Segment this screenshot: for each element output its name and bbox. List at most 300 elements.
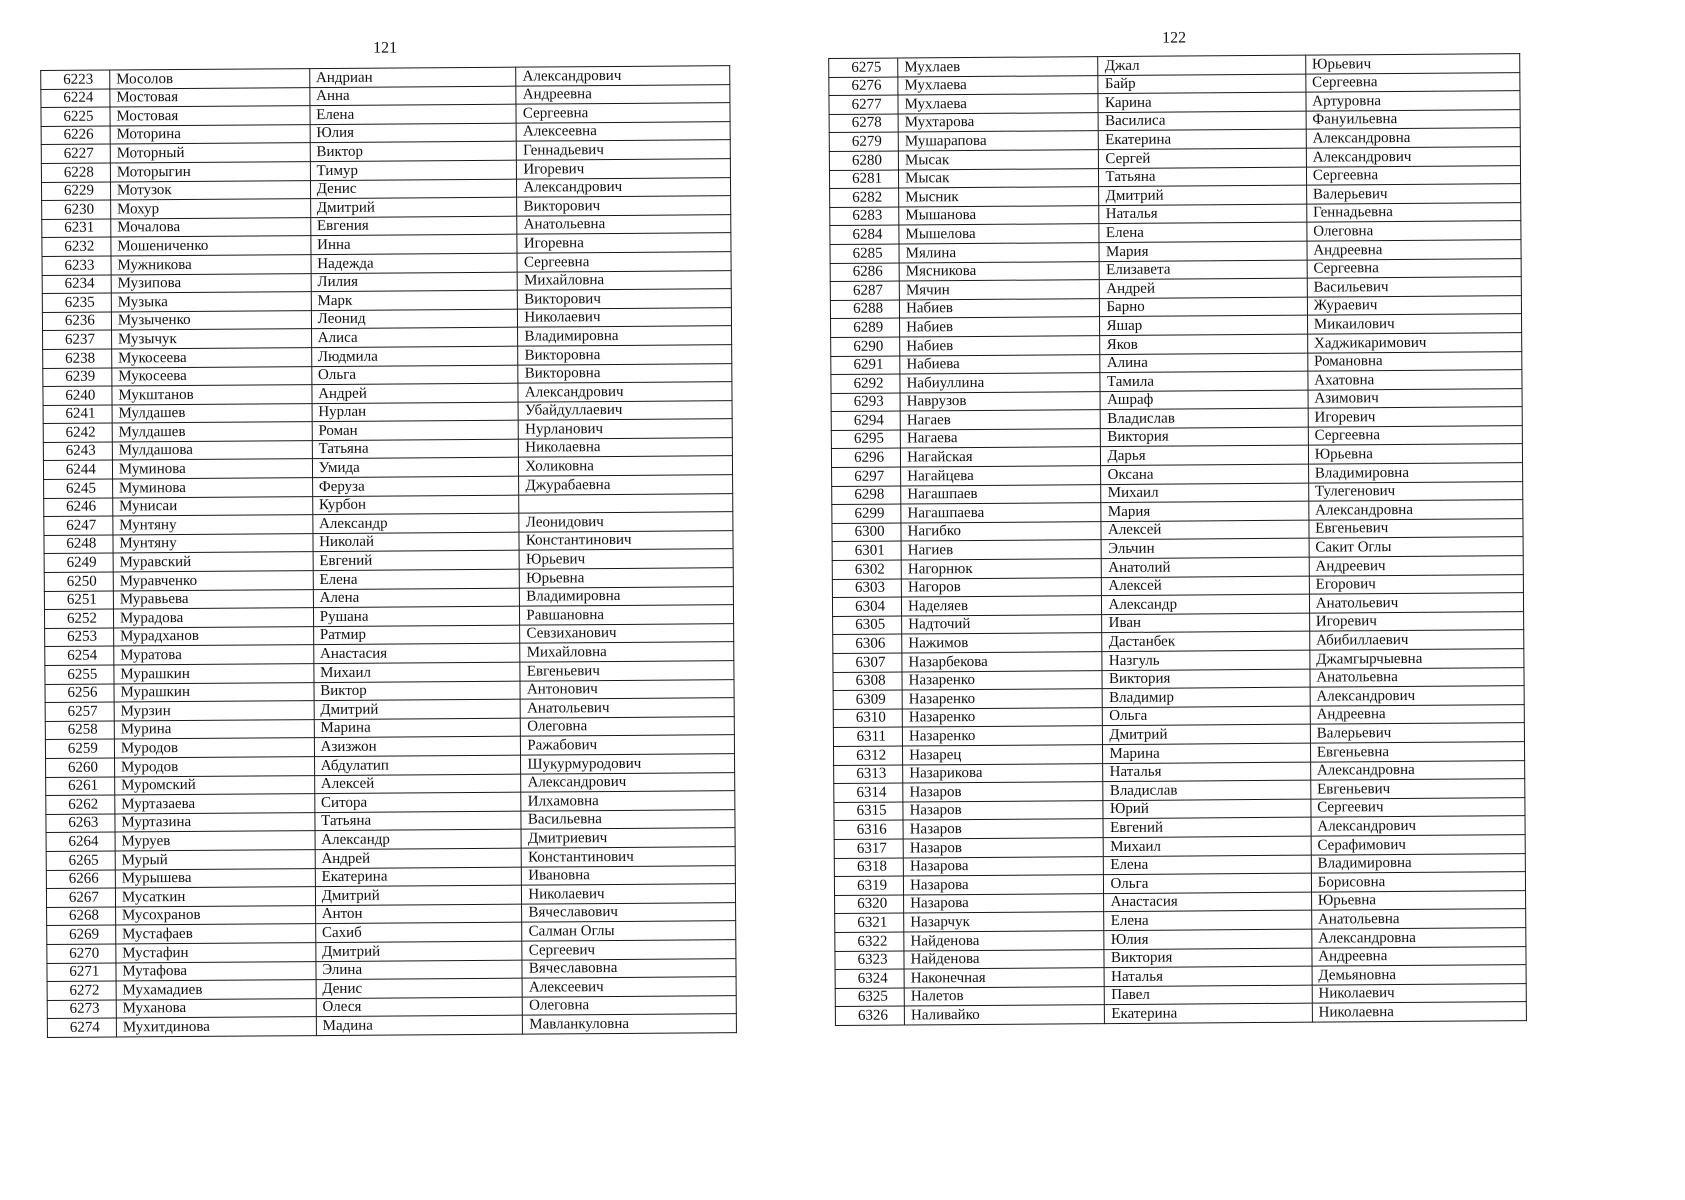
record-number: 6236	[42, 312, 111, 331]
patronymic: Шукурмуродович	[521, 754, 735, 774]
surname: Моторина	[110, 124, 310, 144]
surname: Мулдашев	[112, 422, 312, 442]
first-name: Людмила	[311, 346, 518, 366]
first-name: Елена	[313, 569, 520, 589]
surname: Набиуллина	[900, 373, 1100, 393]
record-number: 6275	[829, 58, 898, 77]
first-name: Алена	[313, 588, 520, 608]
surname: Назаров	[903, 800, 1103, 820]
first-name: Дмитрий	[315, 885, 522, 905]
record-number: 6234	[42, 275, 111, 294]
first-name: Наталья	[1103, 762, 1310, 782]
patronymic: Николаевна	[519, 438, 733, 458]
patronymic: Сергеевна	[516, 103, 730, 123]
record-number: 6301	[832, 541, 901, 560]
patronymic: Валерьевич	[1306, 184, 1520, 204]
first-name: Ашраф	[1100, 390, 1307, 410]
record-number: 6308	[833, 672, 902, 691]
patronymic: Александрович	[517, 177, 731, 197]
record-number: 6283	[830, 207, 899, 226]
surname: Мышелова	[899, 224, 1099, 244]
patronymic: Николаевич	[522, 884, 736, 904]
surname: Мясникова	[899, 261, 1099, 281]
patronymic: Александрович	[1311, 816, 1525, 836]
surname: Мукосеева	[112, 366, 312, 386]
surname: Набиев	[900, 317, 1100, 337]
record-number: 6282	[830, 188, 899, 207]
record-number: 6317	[834, 839, 903, 858]
record-number: 6247	[44, 516, 113, 535]
first-name: Мария	[1099, 241, 1306, 261]
patronymic: Игоревна	[517, 233, 731, 253]
patronymic: Убайдуллаевич	[518, 400, 732, 420]
roster-table	[40, 65, 737, 1038]
surname: Муратова	[114, 645, 314, 665]
first-name: Евгений	[313, 551, 520, 571]
surname: Назарова	[904, 893, 1104, 913]
patronymic: Игоревич	[517, 159, 731, 179]
record-number: 6265	[46, 851, 115, 870]
patronymic: Викторович	[518, 289, 732, 309]
record-number: 6258	[45, 721, 114, 740]
patronymic: Михайловна	[520, 642, 734, 662]
patronymic: Андреевна	[1307, 240, 1521, 260]
first-name: Анна	[310, 86, 517, 106]
first-name: Ольга	[311, 365, 518, 385]
surname: Мухамадиев	[116, 980, 316, 1000]
surname: Нагаева	[900, 428, 1100, 448]
first-name: Павел	[1105, 985, 1312, 1005]
first-name: Лилия	[311, 272, 518, 292]
first-name: Эльчин	[1102, 539, 1309, 559]
first-name: Юрий	[1103, 799, 1310, 819]
patronymic: Артуровна	[1306, 91, 1520, 111]
patronymic: Александровна	[1312, 928, 1526, 948]
patronymic: Тулегенович	[1308, 481, 1522, 501]
record-number: 6272	[47, 981, 116, 1000]
first-name: Марина	[1103, 743, 1310, 763]
surname: Назарикова	[903, 763, 1103, 783]
surname: Наврузов	[900, 391, 1100, 411]
first-name: Надежда	[311, 253, 518, 273]
record-number: 6286	[830, 263, 899, 282]
first-name: Дарья	[1101, 446, 1308, 466]
record-number: 6297	[832, 467, 901, 486]
record-number: 6264	[46, 832, 115, 851]
surname: Мостовая	[110, 106, 310, 126]
record-number: 6284	[830, 225, 899, 244]
surname: Назарова	[903, 856, 1103, 876]
first-name: Элина	[316, 960, 523, 980]
surname: Наделяев	[902, 596, 1103, 616]
surname: Мукштанов	[112, 385, 312, 405]
first-name: Екатерина	[1099, 130, 1306, 150]
record-number: 6319	[834, 876, 903, 895]
surname: Муртазина	[115, 812, 315, 832]
first-name: Иван	[1102, 613, 1309, 633]
surname: Набиева	[900, 354, 1101, 374]
record-number: 6290	[831, 337, 900, 356]
first-name: Сахиб	[315, 922, 522, 942]
patronymic: Демьяновна	[1312, 965, 1526, 985]
first-name: Курбон	[312, 495, 519, 515]
record-number: 6256	[45, 684, 114, 703]
patronymic: Севзиханович	[520, 623, 734, 643]
first-name: Байр	[1098, 74, 1305, 94]
surname: Мурый	[115, 850, 315, 870]
surname: Муродов	[114, 738, 314, 758]
surname: Мустафаев	[116, 924, 316, 944]
first-name: Оксана	[1101, 464, 1308, 484]
first-name: Владимир	[1103, 687, 1310, 707]
record-number: 6249	[44, 553, 113, 572]
first-name: Олеся	[316, 997, 523, 1017]
surname: Музыка	[111, 292, 311, 312]
first-name: Анастасия	[1104, 892, 1311, 912]
patronymic: Викторович	[517, 196, 731, 216]
surname: Мушарапова	[898, 131, 1098, 151]
surname: Нажимов	[902, 633, 1102, 653]
first-name: Александр	[313, 513, 520, 533]
surname: Мурадова	[113, 608, 313, 628]
first-name: Виктория	[1104, 948, 1311, 968]
surname: Назаров	[903, 782, 1103, 802]
patronymic: Хаджикаримович	[1307, 333, 1521, 353]
first-name: Яшар	[1100, 315, 1307, 335]
patronymic: Александровна	[1306, 128, 1520, 148]
surname: Мунтяну	[113, 515, 313, 535]
surname: Набиев	[899, 298, 1099, 318]
right-page	[828, 25, 1527, 1026]
record-number: 6276	[829, 77, 898, 96]
patronymic: Игоревич	[1309, 611, 1523, 631]
record-number: 6228	[41, 163, 110, 182]
surname: Мусохранов	[115, 905, 315, 925]
surname: Мусаткин	[115, 887, 315, 907]
patronymic: Сергеевна	[1307, 258, 1521, 278]
record-number: 6223	[41, 70, 110, 89]
patronymic: Евгеньевич	[520, 661, 734, 681]
first-name: Абдулатип	[314, 755, 521, 775]
first-name: Антон	[315, 904, 522, 924]
surname: Мухлаева	[898, 75, 1098, 95]
patronymic: Валерьевич	[1310, 723, 1524, 743]
patronymic: Викторовна	[518, 363, 732, 383]
patronymic: Жураевич	[1307, 295, 1521, 315]
patronymic: Сакит Оглы	[1309, 537, 1523, 557]
patronymic: Сергеевна	[1308, 426, 1522, 446]
roster-table	[828, 53, 1527, 1026]
first-name: Владислав	[1101, 408, 1308, 428]
record-number: 6311	[833, 727, 902, 746]
first-name: Мадина	[316, 1015, 523, 1035]
record-number: 6281	[829, 170, 898, 189]
surname: Надточий	[902, 614, 1102, 634]
first-name: Александр	[315, 830, 522, 850]
record-number: 6288	[830, 300, 899, 319]
surname: Назарчук	[904, 912, 1104, 932]
record-number: 6292	[831, 374, 900, 393]
surname: Назаренко	[902, 689, 1103, 709]
surname: Нагиев	[901, 540, 1101, 560]
first-name: Юлия	[310, 123, 517, 143]
record-number: 6248	[44, 535, 113, 554]
record-number: 6244	[43, 460, 112, 479]
patronymic: Анатольевич	[520, 698, 734, 718]
first-name: Андрей	[315, 848, 522, 868]
patronymic: Азимович	[1308, 388, 1522, 408]
record-number: 6274	[47, 1018, 116, 1037]
first-name: Евгения	[310, 216, 517, 236]
first-name: Дастанбек	[1102, 632, 1309, 652]
surname: Назарова	[904, 875, 1104, 895]
surname: Муханова	[116, 998, 316, 1018]
patronymic: Сергеевна	[1306, 165, 1520, 185]
surname: Мукосеева	[112, 348, 312, 368]
first-name: Виктор	[314, 681, 521, 701]
record-number: 6240	[43, 386, 112, 405]
first-name: Юлия	[1104, 929, 1311, 949]
surname: Мурина	[114, 719, 314, 739]
record-number: 6294	[831, 411, 900, 430]
record-number: 6232	[42, 237, 111, 256]
record-number: 6299	[832, 504, 901, 523]
first-name: Рушана	[313, 606, 520, 626]
record-number: 6295	[831, 430, 900, 449]
surname: Назаренко	[902, 707, 1102, 727]
first-name: Алиса	[311, 327, 518, 347]
surname: Найденова	[904, 930, 1105, 950]
surname: Нагаев	[900, 410, 1100, 430]
first-name: Михаил	[314, 662, 521, 682]
first-name: Виктория	[1101, 427, 1308, 447]
first-name: Назгуль	[1102, 650, 1309, 670]
record-number: 6226	[41, 126, 110, 145]
surname: Найденова	[904, 949, 1104, 969]
patronymic: Джамгырчыевна	[1310, 649, 1524, 669]
record-number: 6289	[831, 318, 900, 337]
patronymic: Серафимович	[1311, 835, 1525, 855]
first-name: Андрей	[312, 383, 519, 403]
record-number: 6242	[43, 423, 112, 442]
first-name: Сергей	[1099, 148, 1306, 168]
record-number: 6326	[835, 1006, 904, 1025]
record-number: 6230	[42, 200, 111, 219]
first-name: Ситора	[314, 792, 521, 812]
first-name: Елизавета	[1100, 260, 1307, 280]
page-number: 121	[373, 39, 398, 57]
patronymic: Сергеевна	[1306, 72, 1520, 92]
surname: Нагорнюк	[901, 559, 1101, 579]
record-number: 6263	[46, 814, 115, 833]
record-number: 6260	[46, 758, 115, 777]
patronymic: Анатольевна	[517, 214, 731, 234]
surname: Музыченко	[111, 310, 311, 330]
patronymic: Юрьевна	[1311, 890, 1525, 910]
record-number: 6224	[41, 89, 110, 108]
first-name: Анатолий	[1102, 557, 1309, 577]
first-name: Денис	[316, 978, 523, 998]
first-name: Джал	[1098, 55, 1305, 75]
surname: Моторный	[110, 143, 310, 163]
patronymic: Алексеевна	[516, 121, 730, 141]
surname: Муруев	[115, 831, 315, 851]
record-number: 6269	[47, 925, 116, 944]
record-number: 6262	[46, 795, 115, 814]
surname: Мурзин	[114, 701, 314, 721]
surname: Нагоров	[901, 577, 1101, 597]
record-number: 6241	[43, 405, 112, 424]
record-number: 6302	[832, 560, 901, 579]
surname: Мячин	[899, 280, 1099, 300]
patronymic: Геннадьевич	[517, 140, 731, 160]
record-number: 6252	[44, 609, 113, 628]
patronymic: Олеговна	[521, 716, 735, 736]
record-number: 6245	[44, 479, 113, 498]
surname: Набиев	[900, 336, 1100, 356]
patronymic: Андреевна	[1310, 704, 1524, 724]
record-number: 6320	[835, 895, 904, 914]
surname: Назаренко	[902, 726, 1102, 746]
patronymic: Фануильевна	[1306, 109, 1520, 129]
record-number: 6227	[41, 144, 110, 163]
record-number: 6315	[834, 802, 903, 821]
record-number: 6321	[835, 913, 904, 932]
surname: Муравский	[113, 552, 313, 572]
surname: Мунисаи	[113, 496, 313, 516]
surname: Мурашкин	[114, 682, 314, 702]
surname: Мялина	[899, 243, 1099, 263]
patronymic: Леонидович	[519, 512, 733, 532]
surname: Мышанова	[899, 205, 1100, 225]
first-name: Алексей	[1101, 520, 1308, 540]
patronymic: Антонович	[520, 679, 734, 699]
first-name: Михаил	[1104, 836, 1311, 856]
patronymic: Евгеньевна	[1310, 742, 1524, 762]
first-name: Нурлан	[312, 402, 519, 422]
surname: Нагайская	[901, 447, 1102, 467]
record-number: 6251	[44, 591, 113, 610]
patronymic: Александровна	[1309, 500, 1523, 520]
surname: Мулдашев	[112, 403, 312, 423]
first-name: Ратмир	[313, 625, 520, 645]
record-number: 6266	[46, 870, 115, 889]
patronymic: Джурабаевна	[519, 475, 733, 495]
first-name: Николай	[313, 532, 520, 552]
record-number: 6254	[45, 646, 114, 665]
record-number: 6293	[831, 393, 900, 412]
record-number: 6322	[835, 932, 904, 951]
record-number: 6277	[829, 95, 898, 114]
patronymic: Геннадьевна	[1306, 202, 1520, 222]
surname: Мунтяну	[113, 533, 313, 553]
surname: Мысак	[898, 150, 1098, 170]
first-name: Яков	[1100, 334, 1307, 354]
first-name: Феруза	[312, 476, 519, 496]
patronymic: Микаилович	[1307, 314, 1521, 334]
first-name: Ольга	[1103, 706, 1310, 726]
surname: Мухтарова	[898, 112, 1099, 132]
record-number: 6250	[44, 572, 113, 591]
record-number: 6296	[831, 448, 900, 467]
record-number: 6239	[43, 368, 112, 387]
surname: Нагашпаев	[901, 484, 1101, 504]
record-number: 6306	[833, 634, 902, 653]
patronymic: Игоревич	[1308, 407, 1522, 427]
patronymic: Андреевич	[1309, 556, 1523, 576]
surname: Мухитдинова	[116, 1017, 316, 1037]
surname: Муравьева	[113, 589, 313, 609]
first-name: Ольга	[1104, 873, 1311, 893]
first-name: Елена	[1104, 855, 1311, 875]
patronymic: Нурланович	[519, 419, 733, 439]
surname: Нагайцева	[901, 466, 1101, 486]
patronymic: Андреевна	[516, 84, 730, 104]
patronymic: Холиковна	[519, 456, 733, 476]
first-name: Дмитрий	[1103, 725, 1310, 745]
patronymic: Анатольевна	[1310, 667, 1524, 687]
surname: Нагибко	[901, 521, 1101, 541]
surname: Мухлаев	[898, 57, 1098, 77]
patronymic: Евгеньевич	[1311, 779, 1525, 799]
surname: Назаров	[903, 838, 1104, 858]
surname: Назаренко	[902, 670, 1102, 690]
patronymic: Константинович	[519, 531, 733, 551]
surname: Моторыгин	[110, 162, 310, 182]
record-number: 6280	[829, 151, 898, 170]
surname: Мотузок	[110, 180, 310, 200]
patronymic: Анатольевич	[1309, 593, 1523, 613]
first-name: Елена	[310, 104, 517, 124]
patronymic: Юрьевна	[1308, 444, 1522, 464]
surname: Мостовая	[110, 87, 310, 107]
record-number: 6257	[45, 702, 114, 721]
first-name: Андриан	[309, 67, 516, 87]
record-number: 6324	[835, 969, 904, 988]
surname: Мысак	[899, 168, 1099, 188]
patronymic: Александрович	[518, 382, 732, 402]
record-number: 6285	[830, 244, 899, 263]
patronymic: Андреевна	[1312, 946, 1526, 966]
patronymic: Васильевна	[521, 809, 735, 829]
patronymic: Равшановна	[520, 605, 734, 625]
record-number: 6261	[46, 777, 115, 796]
record-number: 6316	[834, 820, 903, 839]
record-number: 6310	[833, 709, 902, 728]
patronymic: Константинович	[522, 847, 736, 867]
surname: Мохур	[111, 199, 311, 219]
patronymic: Николаевич	[518, 307, 732, 327]
patronymic: Вячеславовна	[522, 958, 736, 978]
patronymic: Сергеевич	[1311, 797, 1525, 817]
patronymic: Салман Оглы	[522, 921, 736, 941]
record-number: 6246	[44, 498, 113, 517]
patronymic	[519, 493, 733, 513]
record-number: 6313	[834, 765, 903, 784]
patronymic: Сергеевич	[522, 940, 736, 960]
surname: Мурашкин	[114, 664, 314, 684]
patronymic: Владимировна	[1311, 853, 1525, 873]
first-name: Карина	[1098, 92, 1305, 112]
record-number: 6300	[832, 523, 901, 542]
patronymic: Алексеевич	[522, 977, 736, 997]
patronymic: Юрьевич	[1305, 54, 1519, 74]
first-name: Андрей	[1100, 278, 1307, 298]
surname: Налетов	[904, 986, 1104, 1006]
patronymic: Александрович	[516, 66, 730, 86]
surname: Мурадханов	[113, 626, 313, 646]
first-name: Александр	[1102, 594, 1309, 614]
